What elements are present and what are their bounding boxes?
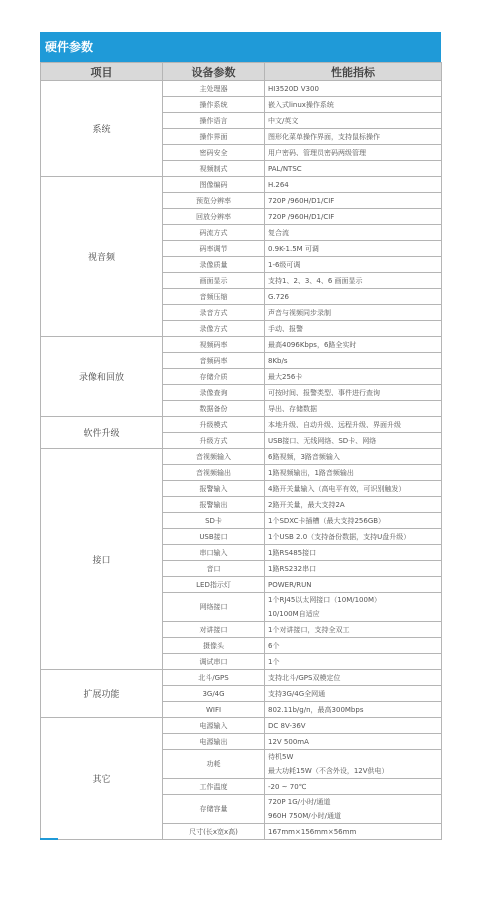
spec-line: 12V 500mA [268, 737, 309, 746]
param-cell: 串口输入 [163, 545, 265, 561]
spec-line: 1路视频输出，1路音频输出 [268, 468, 354, 477]
param-cell: 存储容量 [163, 795, 265, 824]
spec-line: 1个SDXC卡插槽（最大支持256GB） [268, 516, 386, 525]
spec-line: 167mm×156mm×56mm [268, 827, 357, 836]
spec-line: 待机5W [268, 753, 294, 761]
param-cell: 码率调节 [163, 241, 265, 257]
spec-line: 最大功耗15W（不含外设，12V供电） [268, 767, 389, 775]
spec-cell [265, 273, 442, 289]
spec-cell [265, 353, 442, 369]
param-cell: 操作系统 [163, 97, 265, 113]
table-row [41, 718, 442, 734]
spec-cell [265, 638, 442, 654]
spec-cell [265, 686, 442, 702]
spec-cell [265, 824, 442, 840]
header-param: 设备参数 [163, 63, 265, 81]
spec-cell [265, 193, 442, 209]
spec-table [40, 62, 442, 840]
category-cell: 其它 [41, 718, 163, 840]
spec-line: 720P 1G/小时/通道 [268, 798, 331, 806]
spec-cell [265, 225, 442, 241]
spec-cell [265, 545, 442, 561]
param-cell: 升级模式 [163, 417, 265, 433]
param-cell: 升级方式 [163, 433, 265, 449]
param-cell: 音视频输出 [163, 465, 265, 481]
param-cell: 数据备份 [163, 401, 265, 417]
header-spec: 性能指标 [265, 63, 442, 81]
spec-line: 支持北斗/GPS双模定位 [268, 673, 341, 682]
spec-line: PAL/NTSC [268, 164, 302, 173]
param-cell: 功耗 [163, 750, 265, 779]
spec-cell [265, 779, 442, 795]
spec-cell [265, 750, 442, 779]
spec-cell [265, 337, 442, 353]
category-cell: 视音频 [41, 177, 163, 337]
spec-line: 本地升级、自动升级、远程升级、界面升级 [268, 420, 401, 429]
spec-cell [265, 209, 442, 225]
category-cell: 软件升级 [41, 417, 163, 449]
spec-line: 可按时间、报警类型、事件进行查询 [268, 388, 380, 397]
spec-cell [265, 622, 442, 638]
spec-cell [265, 417, 442, 433]
table-row [41, 670, 442, 686]
param-cell: 视频码率 [163, 337, 265, 353]
header-row [41, 63, 442, 81]
spec-cell [265, 481, 442, 497]
spec-line: 1个USB 2.0（支持备份数据，支持U盘升级） [268, 532, 411, 541]
spec-line: 图形化菜单操作界面，支持鼠标操作 [268, 132, 380, 141]
spec-line: 1个RJ45以太网接口（10M/100M） [268, 596, 381, 604]
sheet-title: 硬件参数 [40, 32, 441, 62]
param-cell: 报警输入 [163, 481, 265, 497]
spec-line: 1路RS232串口 [268, 564, 317, 573]
spec-cell [265, 577, 442, 593]
spec-cell [265, 97, 442, 113]
param-cell: 北斗/GPS [163, 670, 265, 686]
param-cell: 存储介质 [163, 369, 265, 385]
spec-line: 中文/英文 [268, 116, 299, 125]
param-cell: 尺寸(长x宽x高) [163, 824, 265, 840]
spec-line: 6个 [268, 641, 280, 650]
param-cell: 音口 [163, 561, 265, 577]
spec-line: 2路开关量，最大支持2A [268, 500, 345, 509]
spec-cell [265, 113, 442, 129]
spec-cell [265, 161, 442, 177]
spec-line: 6路视频，3路音频输入 [268, 452, 340, 461]
spec-line: POWER/RUN [268, 580, 312, 589]
spec-line: 用户密码、管理员密码两级管理 [268, 148, 366, 157]
param-cell: 录音方式 [163, 305, 265, 321]
spec-cell [265, 129, 442, 145]
spec-cell [265, 177, 442, 193]
spec-line: 声音与视频同步录制 [268, 308, 331, 317]
spec-line: 1路RS485接口 [268, 548, 317, 557]
spec-cell [265, 529, 442, 545]
spec-line: 0.9K-1.5M 可调 [268, 244, 319, 253]
accent-mark [40, 838, 58, 840]
spec-line: 4路开关量输入（高电平有效，可识别触发） [268, 484, 406, 493]
param-cell: WIFI [163, 702, 265, 718]
spec-cell [265, 497, 442, 513]
param-cell: 操作界面 [163, 129, 265, 145]
param-cell: 音视频输入 [163, 449, 265, 465]
spec-line: 最高4096Kbps，6路全实时 [268, 340, 357, 349]
param-cell: 调试串口 [163, 654, 265, 670]
spec-cell [265, 289, 442, 305]
spec-cell [265, 734, 442, 750]
spec-line: 802.11b/g/n，最高300Mbps [268, 705, 364, 714]
spec-cell [265, 654, 442, 670]
spec-cell [265, 305, 442, 321]
spec-cell [265, 561, 442, 577]
spec-line: 720P /960H/D1/CIF [268, 212, 335, 221]
param-cell: 音频压缩 [163, 289, 265, 305]
param-cell: 3G/4G [163, 686, 265, 702]
spec-line: 复合流 [268, 228, 289, 237]
param-cell: USB接口 [163, 529, 265, 545]
table-row [41, 417, 442, 433]
param-cell: 对讲接口 [163, 622, 265, 638]
param-cell: 回放分辨率 [163, 209, 265, 225]
param-cell: 密码安全 [163, 145, 265, 161]
spec-cell [265, 718, 442, 734]
spec-line: USB接口、无线网络、SD卡、网络 [268, 436, 377, 445]
spec-line: 8Kb/s [268, 356, 288, 365]
param-cell: 录像方式 [163, 321, 265, 337]
spec-line: 手动、报警 [268, 324, 303, 333]
param-cell: SD卡 [163, 513, 265, 529]
spec-cell [265, 81, 442, 97]
spec-cell [265, 145, 442, 161]
spec-line: 1个 [268, 657, 280, 666]
param-cell: 主处理器 [163, 81, 265, 97]
param-cell: 录像查询 [163, 385, 265, 401]
category-cell: 扩展功能 [41, 670, 163, 718]
table-row [41, 449, 442, 465]
spec-line: 导出、存储数据 [268, 404, 317, 413]
spec-line: 1-6级可调 [268, 260, 301, 269]
param-cell: 录像质量 [163, 257, 265, 273]
param-cell: 图像编码 [163, 177, 265, 193]
spec-cell [265, 795, 442, 824]
spec-cell [265, 321, 442, 337]
spec-sheet [40, 32, 441, 840]
spec-line: 支持3G/4G全网通 [268, 689, 326, 698]
param-cell: 操作语言 [163, 113, 265, 129]
param-cell: 视频制式 [163, 161, 265, 177]
param-cell: 画面显示 [163, 273, 265, 289]
param-cell: 工作温度 [163, 779, 265, 795]
spec-line: 720P /960H/D1/CIF [268, 196, 335, 205]
spec-cell [265, 670, 442, 686]
spec-cell [265, 385, 442, 401]
spec-line: -20 ~ 70℃ [268, 782, 307, 791]
spec-cell [265, 433, 442, 449]
spec-line: 最大256卡 [268, 372, 303, 381]
category-cell: 系统 [41, 81, 163, 177]
spec-line: DC 8V-36V [268, 721, 306, 730]
spec-cell [265, 241, 442, 257]
spec-line: 嵌入式linux操作系统 [268, 100, 334, 109]
spec-cell [265, 702, 442, 718]
spec-line: 支持1、2、3、4、6 画面显示 [268, 276, 363, 285]
param-cell: LED指示灯 [163, 577, 265, 593]
category-cell: 接口 [41, 449, 163, 670]
spec-line: H.264 [268, 180, 289, 189]
category-cell: 录像和回放 [41, 337, 163, 417]
spec-line: G.726 [268, 292, 290, 301]
spec-cell [265, 465, 442, 481]
header-item: 项目 [41, 63, 163, 81]
param-cell: 电源输出 [163, 734, 265, 750]
param-cell: 摄像头 [163, 638, 265, 654]
param-cell: 音频码率 [163, 353, 265, 369]
spec-cell [265, 369, 442, 385]
spec-cell [265, 257, 442, 273]
spec-line: 10/100M自适应 [268, 610, 320, 618]
spec-cell [265, 401, 442, 417]
spec-cell [265, 593, 442, 622]
param-cell: 码流方式 [163, 225, 265, 241]
spec-line: 1个对讲接口，支持全双工 [268, 625, 350, 634]
param-cell: 网络接口 [163, 593, 265, 622]
table-row [41, 177, 442, 193]
param-cell: 报警输出 [163, 497, 265, 513]
param-cell: 电源输入 [163, 718, 265, 734]
spec-line: 960H 750M/小时/通道 [268, 812, 341, 820]
table-row [41, 81, 442, 97]
param-cell: 预览分辨率 [163, 193, 265, 209]
spec-cell [265, 513, 442, 529]
spec-line: HI3520D V300 [268, 84, 319, 93]
table-row [41, 337, 442, 353]
spec-cell [265, 449, 442, 465]
